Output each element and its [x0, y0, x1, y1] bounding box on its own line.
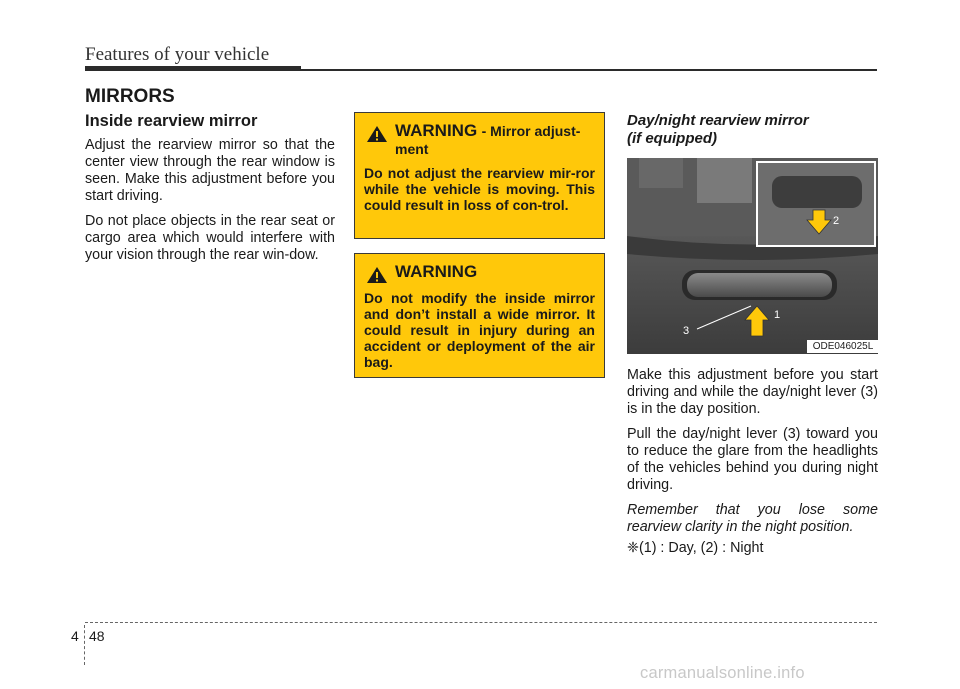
day-night-section-title [627, 112, 878, 148]
header-rule-thin [301, 69, 877, 71]
callout-1: 1 [774, 309, 781, 321]
legend-text: (1) : Day, (2) : Night [638, 540, 764, 556]
watermark: carmanualsonline.info [640, 664, 805, 682]
section-title: MIRRORS [85, 86, 175, 107]
warning-subtitle: - Mirror adjust-ment [395, 123, 581, 157]
warning-text: Do not modify the inside mirror and don’t install a wide mirror. It could result in injury during an accident or deployment of the air bag. [364, 290, 595, 370]
legend-symbol: ❈ [627, 540, 639, 556]
day-night-title-qualifier: (if equipped) [627, 130, 717, 147]
running-header: Features of your vehicle [85, 44, 270, 65]
inside-mirror-paragraph-1: Adjust the rearview mirror so that the center view through the rear window is seen. Make this adjustment before you start driving. [85, 137, 335, 204]
warning-text: Do not adjust the rearview mir-ror while the vehicle is moving. This could result in loss of con-trol. [364, 165, 595, 213]
figure-code: ODE046025L [807, 340, 879, 353]
callout-2: 2 [833, 215, 840, 227]
page-number: 48 [89, 628, 105, 644]
warning-box-mirror-modification [354, 253, 605, 378]
inside-mirror-title: Inside rearview mirror [85, 112, 258, 130]
day-night-title: Day/night rearview mirror [627, 112, 809, 129]
warning-triangle-icon [366, 266, 388, 284]
chapter-number: 4 [71, 628, 79, 644]
day-night-italic-note: Remember that you lose some rearview clarity in the night position. [627, 502, 878, 535]
inside-mirror-section [85, 112, 335, 272]
header-rule-thick [85, 66, 301, 71]
lever-position-legend [627, 540, 763, 556]
warning-box-mirror-adjustment [354, 112, 605, 239]
warning-label: WARNING [395, 121, 478, 140]
warning-triangle-icon [366, 125, 388, 143]
rearview-mirror-illustration [627, 158, 878, 354]
inside-mirror-paragraph-2: Do not place objects in the rear seat or cargo area which would interfere with your vision through the rear win-dow. [85, 213, 335, 263]
day-night-paragraph-1: Make this adjustment before you start driving and while the day/night lever (3) is in the day position. [627, 367, 878, 417]
warning-label: WARNING [395, 262, 478, 281]
day-night-paragraph-2: Pull the day/night lever (3) toward you to reduce the glare from the headlights of the vehicles behind you during night driving. [627, 426, 878, 493]
day-night-body [627, 367, 878, 544]
callout-3: 3 [683, 325, 690, 337]
rearview-mirror-photo [627, 158, 878, 354]
page-number-separator [84, 625, 85, 665]
footer-rule [85, 622, 877, 623]
